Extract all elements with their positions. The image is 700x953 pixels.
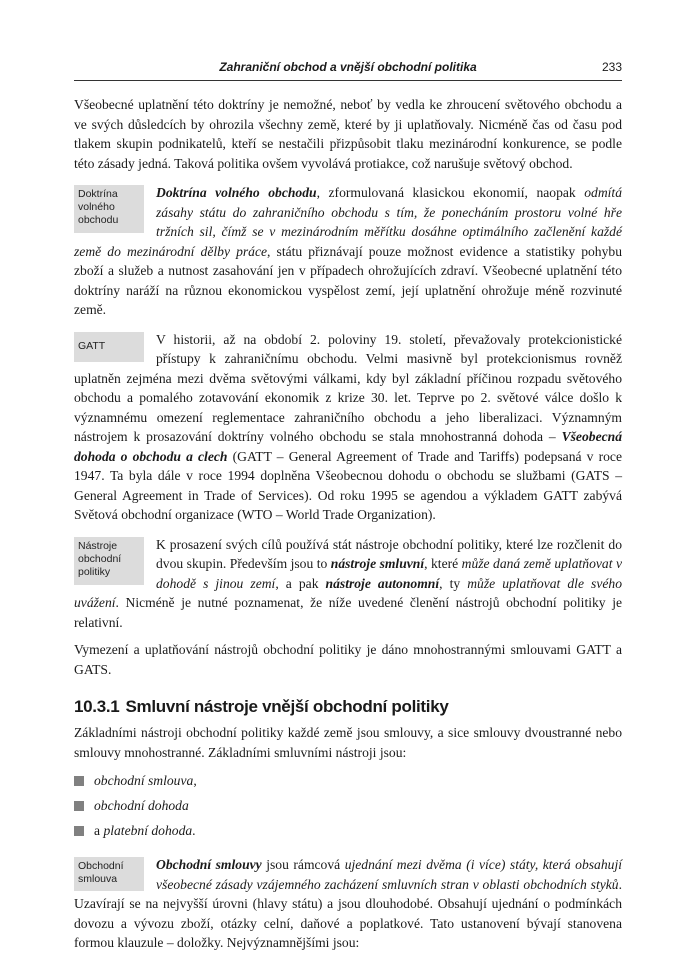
text: , a pak bbox=[275, 575, 326, 591]
bullet-list bbox=[74, 768, 622, 843]
paragraph-doktrina bbox=[74, 183, 622, 320]
text: . bbox=[192, 823, 196, 838]
text: jsou rámcová bbox=[261, 857, 345, 872]
text: . Uzavírají se na nejvyšší úrovni (hlavy státu) a jsou dlouhodobé. Obsahují ujednání o podmínkách dovozu a vývozu zboží, otázky celní, daňové a poplatkové. Tato ustanovení bývají stanovena formou klauzule – doložky. Nejvýznamnějšími jsou: bbox=[74, 876, 622, 950]
text: , zformulovaná klasickou ekonomií, naopak bbox=[316, 185, 585, 200]
emphasis: obchodní smlouva bbox=[94, 773, 194, 788]
bullet-square-icon bbox=[74, 801, 84, 811]
emphasis: ujednání mezi dvěma (i více) státy, která obsahují všeobecné zásady vzájemného zacházení smluvních stran v oblasti obchodních styků bbox=[156, 857, 623, 892]
paragraph-nastroje bbox=[74, 535, 622, 633]
margin-note-nastroje: Nástroje obchodní politiky bbox=[74, 537, 144, 585]
section-intro: Základními nástroji obchodní politiky každé země jsou smlouvy, a sice smlouvy dvoustranné nebo smlouvy mnohostranné. Základními smluvními nástroji jsou: bbox=[74, 725, 622, 760]
emphasis: může uplatňovat dle svého uvážení bbox=[74, 575, 622, 610]
block-gatt bbox=[74, 330, 622, 525]
section-heading bbox=[74, 697, 622, 717]
paragraph-intro: Všeobecné uplatnění této doktríny je nemožné, neboť by vedla ke zhroucení světového obchodu a ve svých důsledcích by ohrozila všechny země, které by ji uplatňovaly. Nicméně čas od času pod tlakem skupin podnikatelů, kteří se nestačili přizpůsobit tlaku mezinárodní konkurence, se podle této zásady jedná. Taková politika ovšem vyvolává protiakce, což narušuje světový obchod. bbox=[74, 97, 622, 171]
emphasis: obchodní dohoda bbox=[94, 798, 189, 813]
text: , ty bbox=[439, 575, 468, 591]
block-nastroje bbox=[74, 535, 622, 633]
list-item bbox=[74, 818, 622, 843]
bullet-square-icon bbox=[74, 776, 84, 786]
term-gatt: Všeobecná dohoda o obchodu a clech bbox=[74, 429, 622, 464]
running-title: Zahraniční obchod a vnější obchodní politika bbox=[219, 60, 477, 74]
text: a bbox=[94, 823, 104, 838]
paragraph-gatt bbox=[74, 330, 622, 525]
margin-note-smlouva: Obchodní smlouva bbox=[74, 857, 144, 891]
section-title: Smluvní nástroje vnější obchodní politiky bbox=[125, 697, 449, 716]
text: K prosazení svých cílů používá stát nástroje obchodní politiky, které lze rozčlenit do dvou skupin. Především jsou to bbox=[156, 536, 622, 571]
text: , státu přiznávají pouze možnost evidence a statistiky pohybu zboží a služeb a nutnost zasahování jen v případech ohrožujících zdraví. Všeobecné uplatnění této doktríny naráží na různou ekonomickou vyspělost zemí, její uplatnění ohrožuje méně rozvinuté země. bbox=[74, 243, 622, 317]
book-page bbox=[74, 58, 622, 953]
text: , které bbox=[424, 556, 462, 571]
running-header bbox=[74, 58, 622, 81]
paragraph-smlouva bbox=[74, 855, 622, 953]
text: V historii, až na období 2. poloviny 19. století, převažovaly protekcionistické přístupy k zahraničnímu obchodu. Velmi masivně byl protekcionismus rovněž uplatněn zejména mezi dvěma světovými válkami, kdy byl základní příčinou rozpadu světového obchodu a pomalého zotavování ekonomik z krize 30. let. Teprve po 2. světové válce došlo k významnému omezení reglementace zahraničního obchodu a jeho liberalizaci. Významným nástrojem k prosazování doktríny volného obchodu se stala mnohostranná dohoda – bbox=[74, 331, 622, 444]
block-smlouva bbox=[74, 855, 622, 953]
term-autonomni: nástroje autonomní bbox=[325, 575, 440, 591]
bullet-square-icon bbox=[74, 826, 84, 836]
margin-note-gatt: GATT bbox=[74, 332, 144, 362]
text: (GATT – General Agreement of Trade and Tariffs) podepsaná v roce 1947. Ta byla dále v roce 1994 doplněna Všeobecnou dohodu o obchodu se službami (GATS – General Agreement in Trade of Services). Od roku 1995 se agendou a výkladem GATT zabývá Světová obchodní organizace (WTO – World Trade Organization). bbox=[74, 448, 622, 522]
margin-note-doktrina: Doktrína volného obchodu bbox=[74, 185, 144, 233]
page-number: 233 bbox=[601, 60, 622, 74]
term-smlouva: Obchodní smlouvy bbox=[156, 857, 262, 872]
emphasis: odmítá zásahy státu do zahraničního obchodu s tím, že ponecháním prostoru volné hře tržních sil, čímž se v mezinárodním měřítku dosáhne optimálního začlenění každé země do mezinárodní dělby práce bbox=[74, 185, 622, 259]
text: . Nicméně je nutné poznamenat, že níže uvedené členění nástrojů obchodní politiky je relativní. bbox=[74, 595, 622, 630]
term-doktrina: Doktrína volného obchodu bbox=[156, 185, 317, 200]
emphasis: může daná země uplatňovat v dohodě s jinou zemí bbox=[156, 556, 622, 591]
section-number: 10.3.1 bbox=[74, 697, 120, 716]
term-smluvni: nástroje smluvní bbox=[330, 556, 425, 571]
paragraph-vymezeni: Vymezení a uplatňování nástrojů obchodní politiky je dáno mnohostrannými smlouvami GATT a GATS. bbox=[74, 642, 622, 677]
list-item bbox=[74, 793, 622, 818]
list-item bbox=[74, 768, 622, 793]
emphasis: platební dohoda bbox=[103, 823, 193, 838]
text: , bbox=[193, 773, 197, 788]
block-doktrina bbox=[74, 183, 622, 320]
